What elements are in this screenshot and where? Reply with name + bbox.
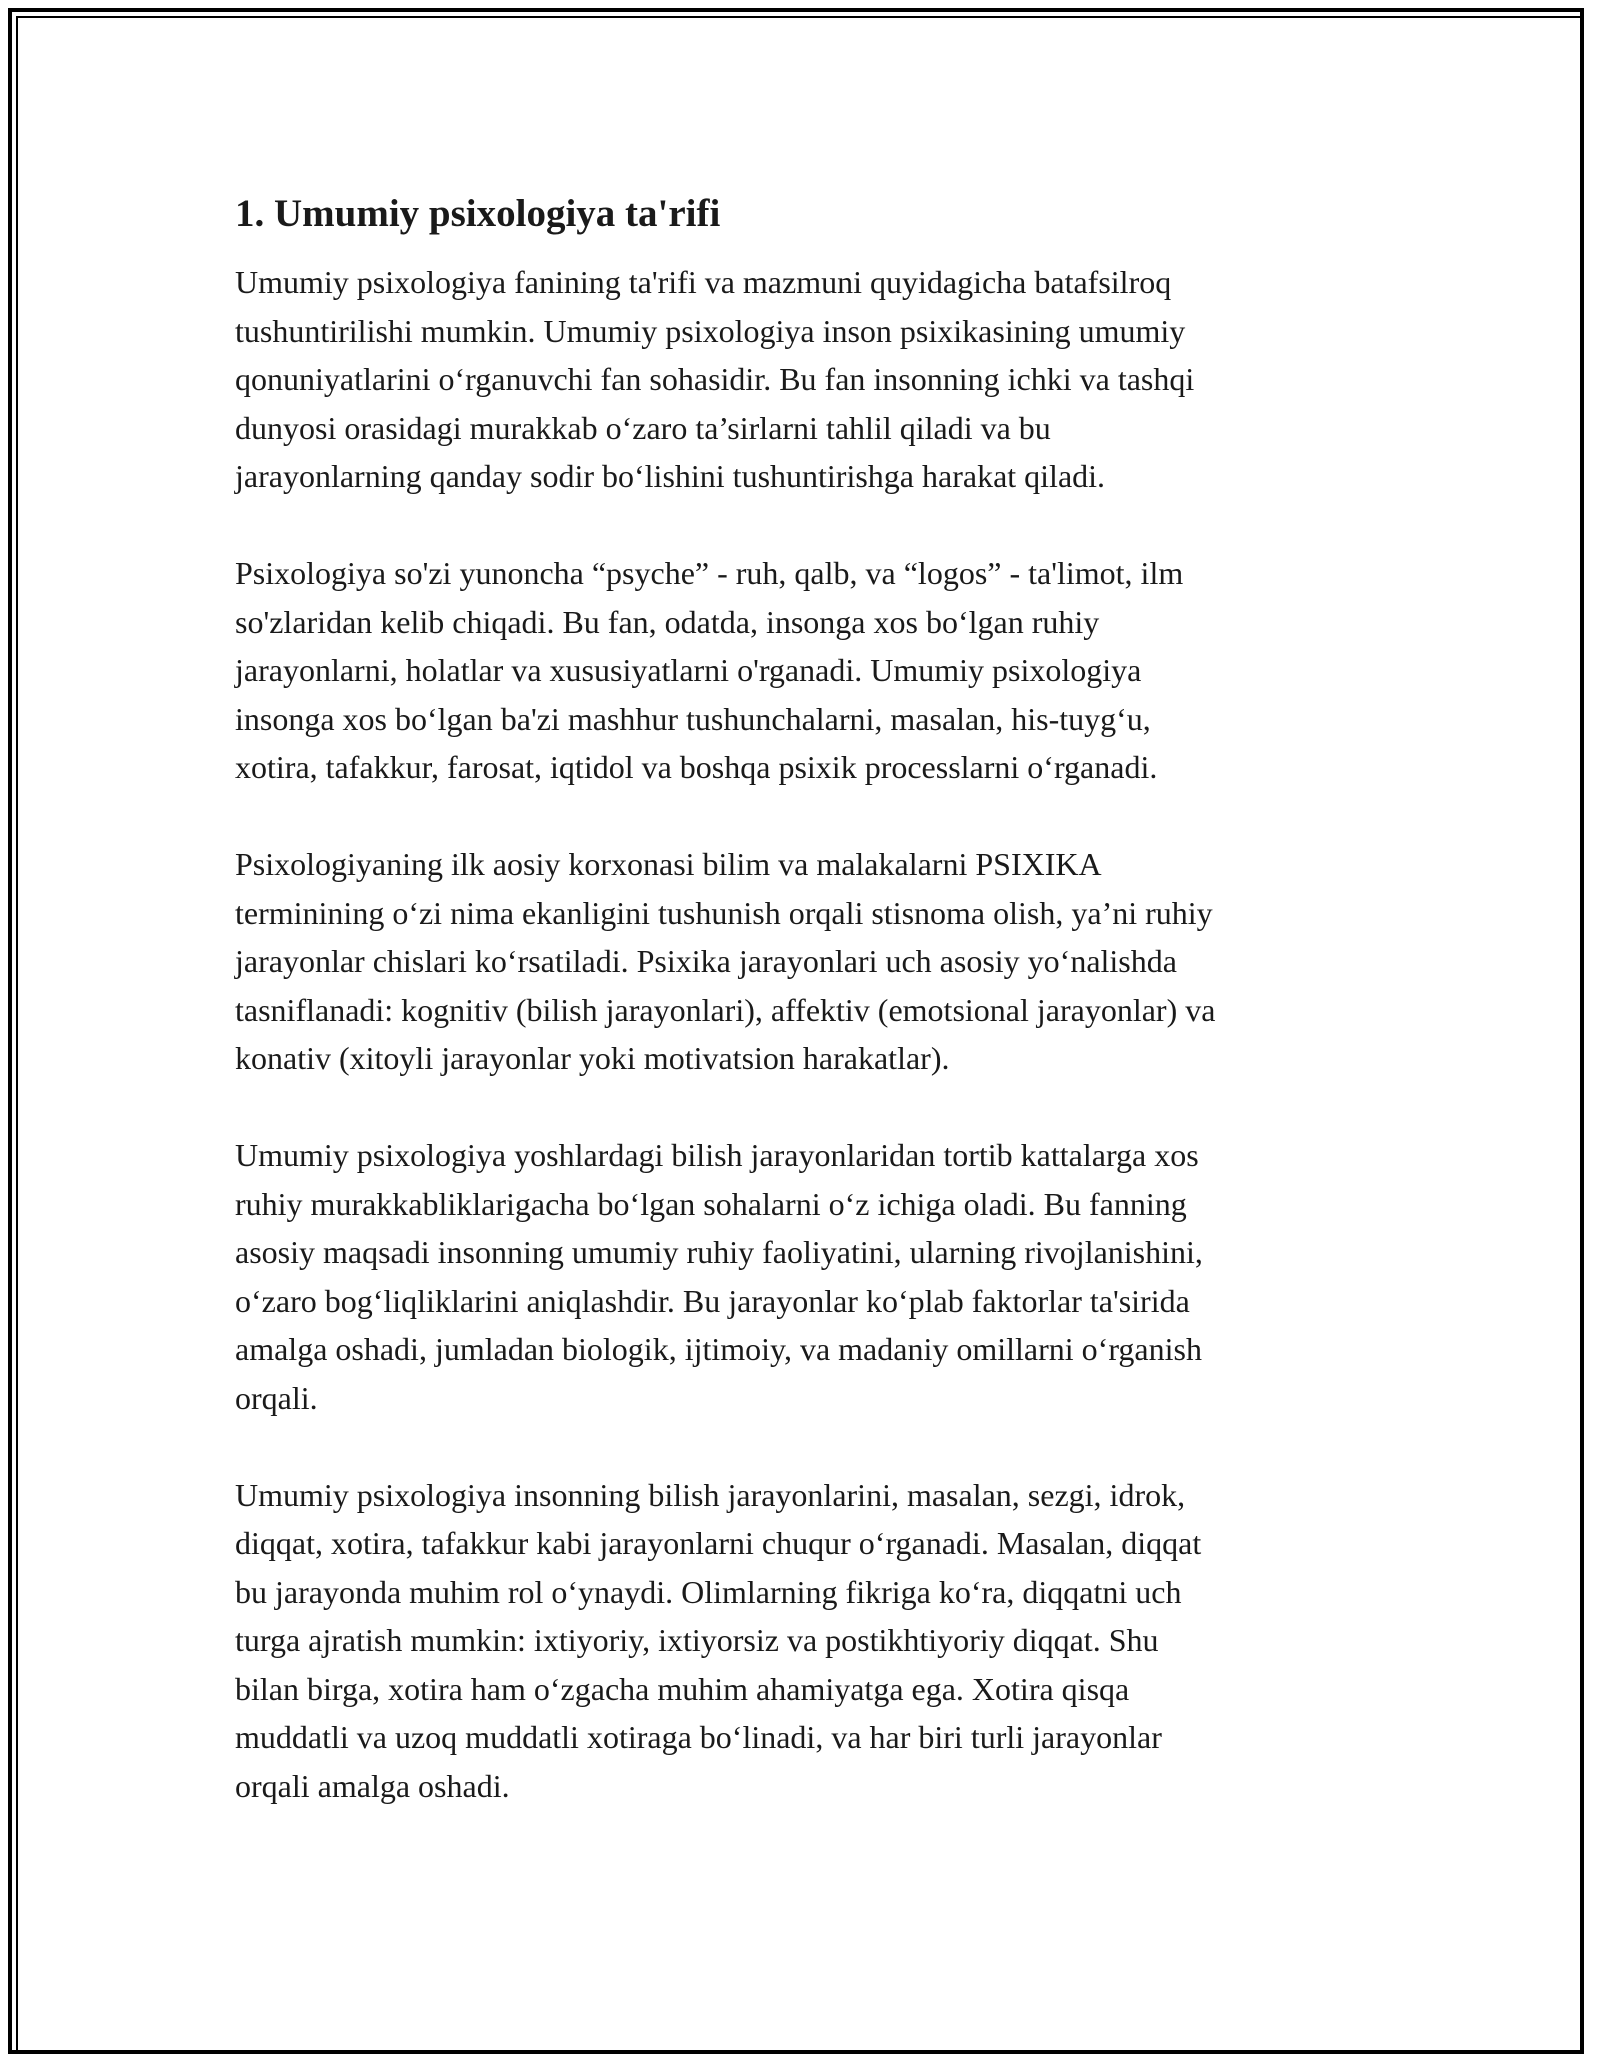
paragraph-line: qonuniyatlarini o‘rganuvchi fan sohasidir. Bu fan insonning ichki va tashqi	[235, 361, 1195, 397]
paragraph-line: Psixologiyaning ilk aosiy korxonasi bilim va malakalarni PSIXIKA	[235, 846, 1102, 882]
paragraph-line: dunyosi orasidagi murakkab o‘zaro ta’sirlarni tahlil qiladi va bu	[235, 409, 1051, 446]
paragraph-line: konativ (xitoyli jarayonlar yoki motivatsion harakatlar).	[235, 1040, 950, 1076]
section-heading: 1. Umumiy psixologiya ta'rifi	[235, 192, 721, 235]
paragraph-line: jarayonlarni, holatlar va xususiyatlarni o'rganadi. Umumiy psixologiya	[235, 652, 1142, 688]
paragraph-list	[235, 258, 1365, 1810]
paragraph	[235, 549, 1365, 792]
paragraph-line: jarayonlar chislari ko‘rsatiladi. Psixika jarayonlari uch asosiy yo‘nalishda	[235, 943, 1177, 979]
paragraph-line: diqqat, xotira, tafakkur kabi jarayonlarni chuqur o‘rganadi. Masalan, diqqat	[235, 1525, 1202, 1561]
paragraph-line: asosiy maqsadi insonning umumiy ruhiy faoliyatini, ularning rivojlanishini,	[235, 1234, 1203, 1270]
paragraph	[235, 258, 1365, 501]
paragraph-line: insonga xos bo‘lgan ba'zi mashhur tushunchalarni, masalan, his-tuyg‘u,	[235, 700, 1151, 737]
paragraph	[235, 1471, 1365, 1811]
paragraph-line: so'zlaridan kelib chiqadi. Bu fan, odatda, insonga xos bo‘lgan ruhiy	[235, 603, 1100, 640]
paragraph-line: orqali amalga oshadi.	[235, 1767, 510, 1804]
paragraph-line: tushuntirilishi mumkin. Umumiy psixologiya inson psixikasining umumiy	[235, 312, 1186, 349]
paragraph-line: jarayonlarning qanday sodir bo‘lishini tushuntirishga harakat qiladi.	[235, 458, 1106, 494]
paragraph-line: turga ajratish mumkin: ixtiyoriy, ixtiyorsiz va postikhtiyoriy diqqat. Shu	[235, 1622, 1159, 1658]
paragraph-line: bilan birga, xotira ham o‘zgacha muhim ahamiyatga ega. Xotira qisqa	[235, 1670, 1130, 1707]
paragraph-line: Psixologiya so'zi yunoncha “psyche” - ruh, qalb, va “logos” - ta'limot, ilm	[235, 555, 1184, 591]
paragraph-line: terminining o‘zi nima ekanligini tushunish orqali stisnoma olish, ya’ni ruhiy	[235, 894, 1213, 931]
paragraph-line: Umumiy psixologiya fanining ta'rifi va mazmuni quyidagicha batafsilroq	[235, 264, 1172, 300]
paragraph	[235, 1131, 1365, 1422]
paragraph-line: orqali.	[235, 1379, 318, 1416]
paragraph-line: tasniflanadi: kognitiv (bilish jarayonlari), affektiv (emotsional jarayonlar) va	[235, 991, 1216, 1028]
paragraph-line: ruhiy murakkabliklarigacha bo‘lgan sohalarni o‘z ichiga oladi. Bu fanning	[235, 1185, 1187, 1222]
paragraph-line: bu jarayonda muhim rol o‘ynaydi. Olimlarning fikriga ko‘ra, diqqatni uch	[235, 1573, 1182, 1610]
paragraph-line: muddatli va uzoq muddatli xotiraga bo‘linadi, va har biri turli jarayonlar	[235, 1719, 1162, 1755]
paragraph-line: Umumiy psixologiya yoshlardagi bilish jarayonlaridan tortib kattalarga xos	[235, 1137, 1199, 1173]
paragraph-line: o‘zaro bog‘liqliklarini aniqlashdir. Bu jarayonlar ko‘plab faktorlar ta'sirida	[235, 1282, 1190, 1319]
paragraph-line: Umumiy psixologiya insonning bilish jarayonlarini, masalan, sezgi, idrok,	[235, 1476, 1186, 1513]
paragraph-line: xotira, tafakkur, farosat, iqtidol va boshqa psixik processlarni o‘rganadi.	[235, 749, 1158, 785]
document-body	[235, 186, 1365, 1859]
paragraph-line: amalga oshadi, jumladan biologik, ijtimoiy, va madaniy omillarni o‘rganish	[235, 1331, 1202, 1367]
paragraph	[235, 840, 1365, 1083]
